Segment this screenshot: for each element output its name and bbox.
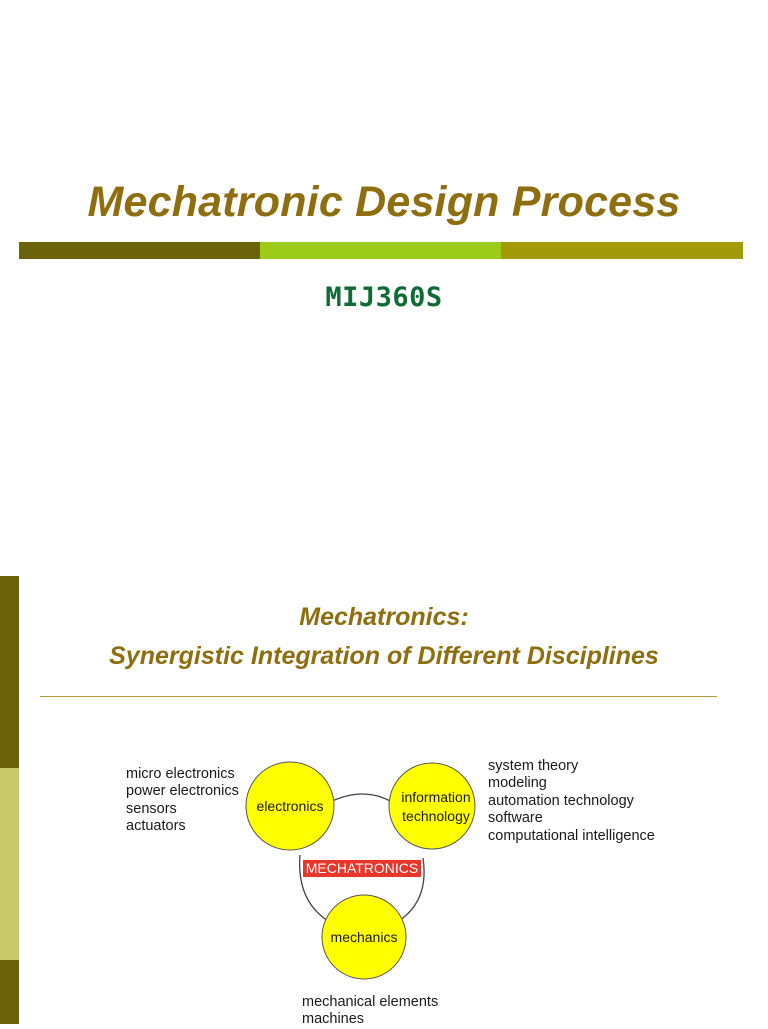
bar-segment-right bbox=[501, 242, 743, 259]
list-item: automation technology bbox=[488, 792, 634, 809]
course-code: MIJ360S bbox=[325, 282, 443, 313]
bar-segment-left bbox=[19, 242, 260, 259]
list-item: sensors bbox=[126, 800, 177, 817]
slide-title: Mechatronic Design Process bbox=[87, 178, 681, 226]
information-label: information bbox=[401, 789, 471, 805]
slide2-title-line2: Synergistic Integration of Different Disciplines bbox=[109, 642, 659, 670]
list-item: modeling bbox=[488, 775, 547, 792]
list-item: mechanical elements bbox=[302, 994, 439, 1010]
electronics-label: electronics bbox=[256, 798, 324, 814]
title-underline-bar bbox=[19, 242, 743, 259]
list-item: machines bbox=[302, 1011, 365, 1028]
list-item: software bbox=[488, 810, 543, 827]
list-item: computational intelligence bbox=[488, 827, 655, 844]
slide2-title-line1: Mechatronics: bbox=[299, 603, 469, 631]
mechanics-label: mechanics bbox=[330, 929, 398, 945]
electronics-items-list bbox=[126, 766, 239, 836]
mechatronics-center-label: MECHATRONICS bbox=[303, 860, 421, 877]
bar-segment-middle bbox=[260, 242, 501, 259]
list-item: power electronics bbox=[126, 783, 239, 800]
title-divider bbox=[40, 696, 717, 697]
list-item: micro electronics bbox=[126, 766, 235, 782]
list-item: actuators bbox=[126, 818, 186, 835]
connector-electronics-it bbox=[330, 794, 392, 802]
technology-label: technology bbox=[402, 808, 470, 824]
information-technology-circle bbox=[389, 763, 475, 849]
it-items-list bbox=[488, 758, 655, 845]
list-item: system theory bbox=[488, 758, 579, 774]
